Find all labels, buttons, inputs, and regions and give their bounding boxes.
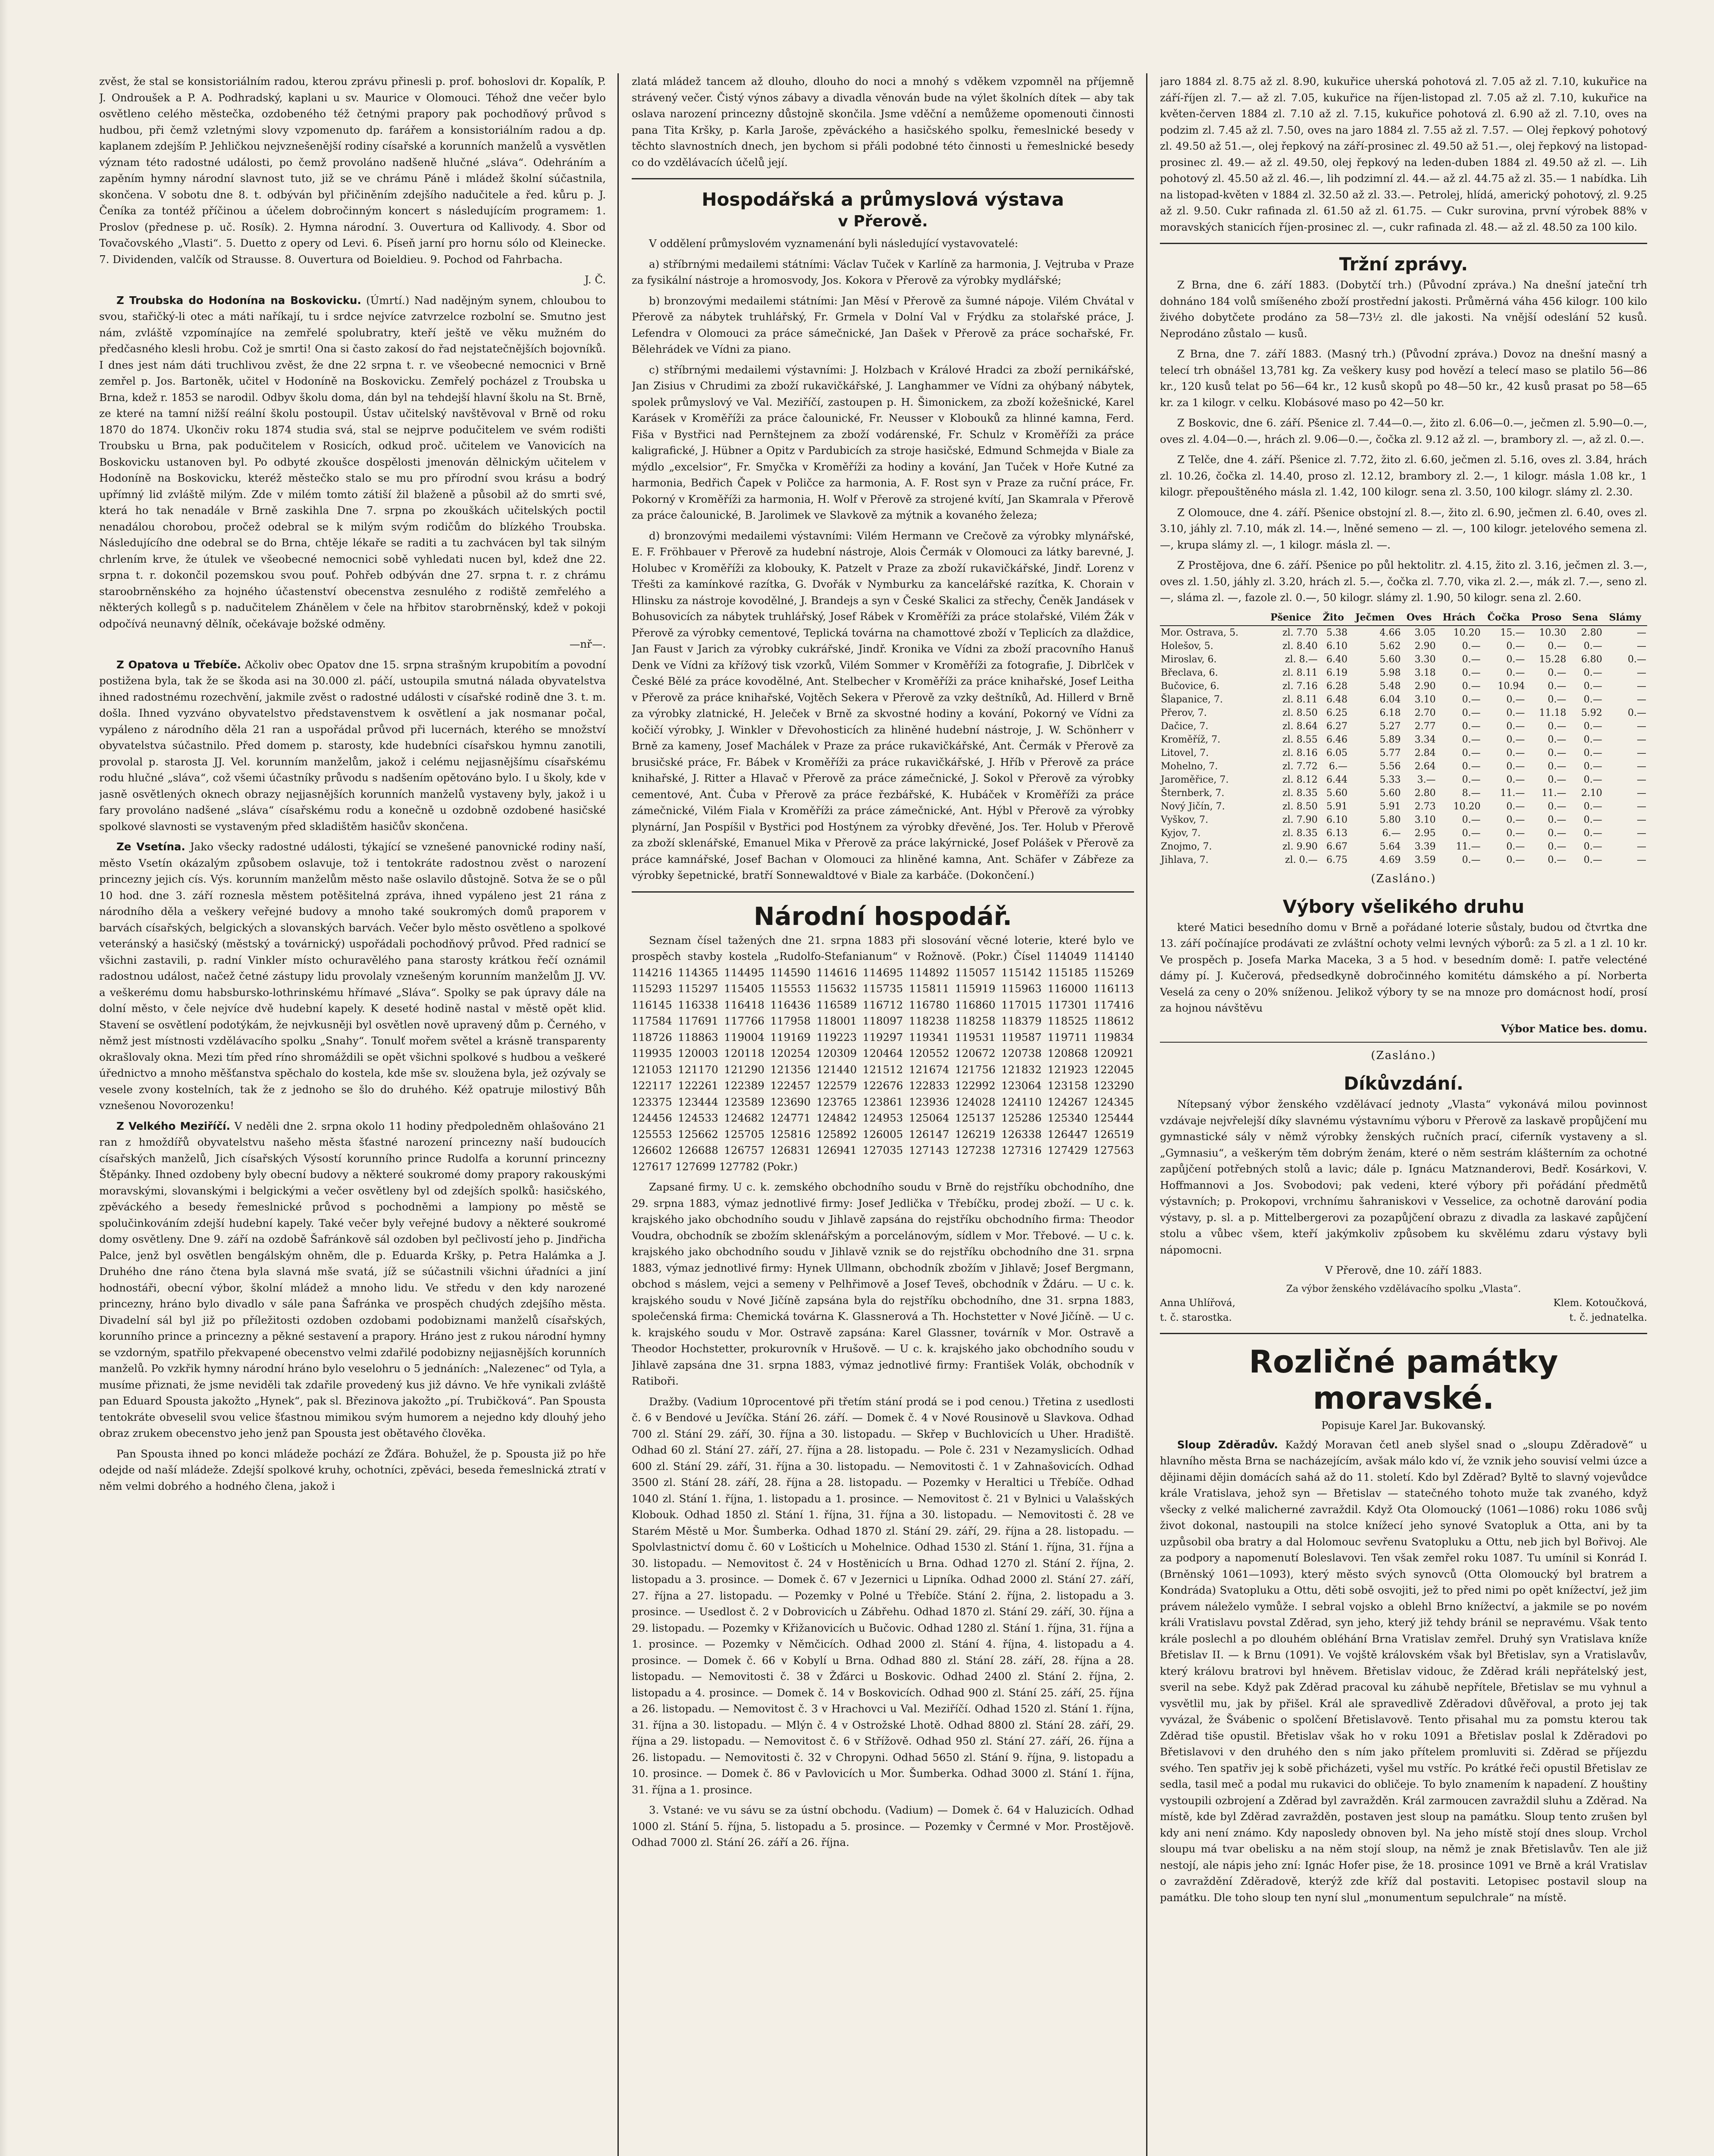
- table-cell: 0.—: [1462, 640, 1481, 652]
- table-row: [1160, 693, 1647, 706]
- table-body: [1160, 626, 1647, 867]
- table-cell: 6.80: [1581, 654, 1602, 665]
- table-cell: 0.—: [1462, 827, 1481, 839]
- table-header-cell: [1160, 610, 1263, 626]
- table-cell: zl. 8.11: [1282, 667, 1318, 678]
- table-header-cell: Slámy: [1603, 610, 1647, 626]
- table-cell: 5.91: [1326, 801, 1347, 812]
- table-cell: 6.10: [1326, 814, 1347, 825]
- table-header-cell: Hrách: [1437, 610, 1482, 626]
- article-text: Ačkoliv obec Opatov dne 15. srpna strašným krupobitím a povodní postižena byla, tak že se škoda asi na 30.000 zl. páčí, ustoupila smutná nálada obyvatelstva ihned radostnému rozechvění, jakmile zvěst o radostné události v císařské rodině dne 3. t. m. došla. Ihned vyzváno obyvatelstvo představenstvem k osvětlení a jak nosmanar počal, vypáleno z národního děla 21 ran a uspořádal průvod při lucernách, kterého se množství obyvatelstva súčastnilo. Před domem p. starosty, kde hudebníci císařskou hymnu zanotili, provolal p. starosta JJ. Vel. korunním manželům, jakož i celému nejjasnějšímu císařskému rodu hlučné „sláva“, což všemi účastníky průvodu s nadšením opětováno bylo. I u školy, kde v jasně osvětlených oknech obrazy nejjasnějších korunních manželů vystaveny byly, jakož i u fary provoláno nadšené „sláva“ císařskému rodu a konečně u ozdobně ozdobené hasičské spolkové slavnosti se vystaveným před skladištěm hasičův skončena.: [99, 658, 606, 833]
- table-cell: zl. 8.50: [1282, 707, 1318, 718]
- table-cell: —: [1637, 734, 1646, 745]
- table-cell: 0.—: [1462, 734, 1481, 745]
- table-cell: 3.30: [1414, 654, 1436, 665]
- table-header-cell: Proso: [1526, 610, 1567, 626]
- article-paragraph: jaro 1884 zl. 8.75 až zl. 8.90, kukuřice uherská pohotová zl. 7.05 až zl. 7.10, kukuřice na září-říjen zl. 7.— až zl. 7.05, kukuřice na říjen-listopad zl. 7.05 až zl. 7.10, kukuřice na květen-červen 1884 zl. 7.10 až zl. 7.15, kukuřice pohotová zl. 6.90 až zl. 7.10, oves na podzim zl. 7.45 až zl. 7.50, oves na jaro 1884 zl. 7.55 až zl. 7.57. — Olej řepkový pohotový zl. 49.50 až 51.—, olej řepkový na září-prosinec zl. 49.50 až 51.—, olej řepkový na listopad-prosinec zl. 49.— až zl. 49.50, olej řepkový na leden-duben 1884 zl. 49.50 až zl. —. Lih pohotový zl. 45.50 až zl. 46.—, lih podzimní zl. 44.— až zl. 44.75 až zl. 35.— 1 nabídka. Lih na listopad-květen v 1884 zl. 32.50 až zl. 33.—. Petrolej, hlídá, americký pohotový, zl. 9.25 až zl. 9.50. Cukr rafinada zl. 61.50 až zl. 61.75. — Cukr surovina, první výrobek 88% v moravských stanicích říjen-prosinec zl. —, cukr rafinada zl. 48.— až zl. 48.50 za 100 kilo.: [1160, 75, 1647, 233]
- table-cell: 5.48: [1379, 680, 1401, 692]
- table-cell: 6.—: [1382, 827, 1401, 839]
- page-shadow: [0, 0, 8, 2156]
- section-title-monuments: Rozličné památky moravské.: [1249, 1343, 1558, 1416]
- table-header-row: [1160, 610, 1647, 626]
- section-divider: [632, 891, 1134, 893]
- column-rule-left: [617, 73, 619, 2156]
- table-cell: 0.—: [1462, 747, 1481, 758]
- table-cell: —: [1637, 841, 1646, 852]
- article-heading: Z Opatova u Třebíče.: [116, 658, 241, 671]
- table-cell: 0.—: [1583, 761, 1602, 772]
- article-paragraph: c) stříbrnými medailemi výstavními: J. Holzbach v Králové Hradci za zboží pernikářské, Jan Zisius v Chrudimi za zboží rukavičkářské, J. Langhammer ve Vídni za ohýbaný nábytek, spolek průmyslový ve Val. Meziříčí, zastoupen p. H. Šimonickem, za zboží kožešnické, Karel Karásek v Kroměříži za práce čalounické, Fr. Neusser v Klobouků za hlinné kamna, Ferd. Fiša v Bystřici nad Pernštejnem za zboží vodárenské, Fr. Schulz v Kroměříži za práce kaligrafické, J. Hübner a Opitz v Pardubicích za stroje hasičské, Edmund Schmejda v Biale za mýdlo „excelsior“, Fr. Smyčka v Kroměříži za hodiny a kování, Jan Tuček v Hoře Kutné za harmonia, Bedřich Čapek v Poličce za harmonia, A. F. Rost syn v Praze za ruční práce, Fr. Pokorný v Kroměříži za harmonia, H. Wolf v Přerově za strojené kvítí, Jan Skamrala v Přerově za práce čalounické, B. Jarolimek ve Slavkově za mýtnik a kovaného železa;: [632, 363, 1134, 521]
- table-cell: 5.91: [1379, 801, 1401, 812]
- table-cell: 0.—: [1583, 721, 1602, 732]
- table-cell: 6.40: [1326, 654, 1347, 665]
- table-cell: zl. 8.11: [1282, 694, 1318, 705]
- article-opatov: [99, 657, 606, 835]
- column-rule-right: [1146, 73, 1147, 2156]
- table-cell: zl. 8.40: [1282, 640, 1318, 652]
- table-cell: 0.—: [1583, 801, 1602, 812]
- article-paragraph: d) bronzovými medailemi výstavními: Vilém Hermann ve Crečově za výrobky mlynářské, E. F. Fröhbauer v Přerově za hudební nástroje, Alois Čermák v Olomouci za látky barevné, J. Holubec v Kroměříži za klobouky, K. Patzelt v Praze za zboží rukavičkářské, Jindř. Lorenz v Třešti za kamínkové razítka, G. Dvořák v Nymburku za kancelářské razítka, K. Chorain v Hlinsku za nástroje kovodělné, J. Brandejs a syn v České Skalici za střechy, Čeněk Jandásek v Bohusovicích za nábytek truhlářský, Josef Rábek v Kroměříži za práce stolařské, Vilém Žák v Přerově za výrobky cementové, Teplická továrna na chamottové zboží v Teplicích za dlaždice, Jan Faust v Jarich za výrobky cukrářské, Jindř. Kronika ve Vídni za zboží pracovního Hanuš Denk ve Vídni za křížový tisk vzorků, Vilém Sommer v Kroměříži za fotografie, J. Dibrlček v České Bělé za práce kovodělné, Ant. Stelbecher v Kroměříži za práce knihařské, Josef Leitha v Přerově za práce knihařské, Vojtěch Sekera v Přerově za vzky deštníků, Ad. Hillerd v Brně za výrobky zlatnické, H. Jeleček v Brně za skvostné hodiny a kování, Pokorný ve Vídni za kočičí výrobky, J. Winkler v Dřevohosticích za hliněné hudební nástroje, J. W. Schönherr v Brně za kameny, Josef Machálek v Praze za práce rukavičkářské, Ant. Čermák v Přerově za brusičské práce, Fr. Bábek v Kroměříži za práce rukavičkářské, J. Hříb v Přerově za práce knihařské, J. Ritter a Hlavač v Přerově za práce zámečnické, J. Sokol v Přerově za výrobky cementové, Ant. Čuba v Přerově za práce řezbářské, K. Hubáček v Kroměříži za práce zámečnické, Vilém Fiala v Kroměříži za práce zámečnické, Ant. Hýbl v Přerově za výrobky plynární, Jan Pospíšil v Bystřici pod Hostýnem za výrobky dřevěné, Jos. Ter. Holub v Přerově za zboží sklenářské, Emanuel Mika v Přerově za práce lakýrnické, Josef Polášek v Přerově za práce kamnářské, Josef Bachan v Olomouci za hliněné kamna, Ant. Schäfer v Zábřeze za výrobky šepetnické, bratří Sonnewaldtové v Biale za karbáče. (Dokončení.): [632, 529, 1134, 881]
- table-row: [1160, 840, 1647, 853]
- table-cell: 3.—: [1417, 774, 1436, 785]
- table-cell: 6.44: [1326, 774, 1347, 785]
- table-row: [1160, 800, 1647, 813]
- table-cell: zl. 8.16: [1282, 747, 1318, 758]
- table-cell: 2.80: [1581, 627, 1602, 638]
- article-vsetin: [99, 839, 606, 1114]
- table-header-cell: Čočka: [1482, 610, 1526, 626]
- section-title-exhibition: Hospodářská a průmyslová výstava: [702, 189, 1064, 210]
- table-cell: —: [1637, 787, 1646, 799]
- table-cell: 0.—: [1462, 814, 1481, 825]
- table-cell: zl. 8.12: [1282, 774, 1318, 785]
- article-heading: Z Velkého Meziříčí.: [116, 1119, 230, 1132]
- table-cell: zl. 8.50: [1282, 801, 1318, 812]
- article-paragraph: které Matici besedního domu v Brně a pořádané loterie sůstaly, budou od čtvrtka dne 13. září počínajíce prodávati ze zvláštní ochoty velmi levných výborů: za 5 zl. a 1 zl. 10 kr. Ve prospěch p. Josefa Marka Maceka, 3 a 5 hod. v besedním domě: I. patře velecténé dámy pí. J. Kučerová, předsedkyně dobročinného komitétu dámského a pí. Norberta Veselá za ceny o 20% sníženou. Jelikož výbory ty se na mnoze pro domácnost hodí, prosí za hojnou návštěvu: [1160, 921, 1647, 1014]
- table-cell: 0.—: [1548, 721, 1567, 732]
- table-cell: —: [1637, 814, 1646, 825]
- table-cell: 0.—: [1506, 640, 1525, 652]
- table-cell: 0.—: [1548, 827, 1567, 839]
- table-cell: zl. 9.90: [1282, 841, 1318, 852]
- table-cell: 0.—: [1548, 841, 1567, 852]
- article-paragraph: zlatá mládež tancem až dlouho, dlouho do noci a mnohý s vděkem vzpomněl na příjemně strávený večer. Čistý výnos zábavy a divadla věnován bude na výlet školních dítek — aby tak oslava narození princezny důstojně skončila. Jsme vděční a nemůžeme opomenouti činnosti pana Tita Kršky, p. Karla Jaroše, zpěváckého a hasičského spolku, řemeslnické besedy v těchto slavnostních dnech, jen bychom si přáli podobné této činnosti u řemeslnické besedy co do vzdělávacích účelů její.: [632, 75, 1134, 169]
- table-cell: 11.—: [1542, 787, 1567, 799]
- table-cell: 0.—: [1583, 667, 1602, 678]
- table-cell: 0.—: [1506, 654, 1525, 665]
- table-row: [1160, 773, 1647, 787]
- sent-in-label: (Zasláno.): [1371, 1049, 1436, 1062]
- signature-row: [1160, 1296, 1647, 1310]
- table-cell: —: [1637, 640, 1646, 652]
- table-cell: 0.—: [1506, 801, 1525, 812]
- table-cell: —: [1637, 694, 1646, 705]
- table-cell: zl. 8.35: [1282, 787, 1318, 799]
- signature-left-role: t. č. starostka.: [1160, 1312, 1232, 1323]
- table-cell: Bučovice, 6.: [1161, 680, 1219, 692]
- table-cell: Mohelno, 7.: [1161, 761, 1218, 772]
- table-cell: zl. 8.—: [1285, 654, 1318, 665]
- table-cell: 0.—: [1548, 854, 1567, 865]
- table-header-cell: Pšenice: [1263, 610, 1318, 626]
- table-cell: 6.75: [1326, 854, 1347, 865]
- table-cell: 0.—: [1548, 667, 1567, 678]
- article-paragraph: Seznam čísel tažených dne 21. srpna 1883 při slosování věcné loterie, které bylo ve prospěch stavby kostela „Rudolfo-Stefanianum“ v Rožnově. (Pokr.) Čísel 114049 114140 114216 114365 114495 114590 114616 114695 114892 115057 115142 115185 115269 115293 115297 115405 115553 115632 115735 115811 115919 115963 116000 116113 116145 116338 116418 116436 116589 116712 116780 116860 117015 117301 117416 117584 117691 117766 117958 118001 118097 118238 118258 118379 118525 118612 118726 118863 119004 119169 119223 119297 119341 119531 119587 119711 119834 119935 120003 120118 120254 120309 120464 120552 120672 120738 120868 120921 121053 121170 121290 121356 121440 121512 121674 121756 121832 121923 122045 122117 122261 122389 122457 122579 122676 122833 122992 123064 123158 123290 123375 123444 123589 123690 123765 123861 123936 124028 124110 124267 124345 124456 124533 124682 124771 124842 124953 125064 125137 125286 125340 125444 125553 125662 125705 125816 125892 126005 126147 126219 126338 126447 126519 126602 126688 126757 126831 126941 127035 127143 127238 127316 127429 127563 127617 127699 127782 (Pokr.): [632, 934, 1134, 1173]
- table-cell: 0.—: [1548, 694, 1567, 705]
- table-cell: 0.—: [1506, 707, 1525, 718]
- table-cell: 5.38: [1326, 627, 1347, 638]
- table-cell: 10.30: [1539, 627, 1567, 638]
- table-cell: 0.—: [1583, 827, 1602, 839]
- article-text: V neděli dne 2. srpna okolo 11 hodiny předpoledněm ohlašováno 21 ran z hmoždířů obyvatelstvu našeho města šťastné narození princezny naší budoucích císařských manželů, Jich císařských Výsostí korunního prince Rudolfa a korunní princezny Štěpánky. Ihned ozdobeny byly obecní budovy a některé soukromé domy prapory rakouskými moravskými, slovanskými i belgickými a večer osvětleny byl od zdejších spolků: hasičského, zpěváckého a besedy řemeslnické průvod s pochodněmi a lampiony po městě se spolučinkováním zdejší hudební kapely. Také večer byly veřejné budovy a některé soukromé domy osvětleny. Dne 9. září na ozdobě Šafránkově sál ozdoben byl pečlivostí jeho p. Jindřicha Palce, jenž byl osvětlen bengálským ohněm, dle p. Eduarda Kršky, p. Petra Halámka a J. Druhého dne ráno čtena byla slavná mše svatá, jíž se súčastnili všichni úřadníci a jiní hodnostáři, obecní výbor, školní mládež a mnoho lidu. Ve středu v den kdy narozené princezny, hráno bylo divadlo v sále pana Šafránka ve prospěch chudých zdejšího města. Divadelní sál byl již po příležitosti ozdoben ozdobami podobiznami manželů císařských, korunního prince a princezny a pěkné sestavení a prapory. Hráno jest z rukou národní hymny se vzdorným, spatřilo překvapené obecenstvo velmi zdařilé podobizny nejjasnějších korunních manželů. Po vzkřik hymny národní hráno bylo veselohru o 5 jednáních: „Nalezenec“ od Tyla, a musíme přiznati, že jsme neviděli tak zdařile provedený kus již dávno. Ve hře vynikali zvláště pan Eduard Spousta jakožto „Hynek“, pak sl. Březinova jakožto „pí. Trubičková“. Pan Spousta tentokráte obveselil svou velice šťastnou mimikou svým humorem a nejedno kdy dlouhý jeho obraz zrukem obecenstvo jeho jenž pan Spousta jest obětavého člověka.: [99, 1119, 606, 1439]
- table-cell: 4.69: [1379, 854, 1401, 865]
- table-cell: 0.—: [1583, 734, 1602, 745]
- table-cell: —: [1637, 667, 1646, 678]
- section-divider: [1160, 1042, 1647, 1043]
- table-cell: 0.—: [1462, 854, 1481, 865]
- article-heading: Z Troubska do Hodonína na Boskovicku.: [116, 294, 361, 307]
- table-cell: zl. 8.64: [1282, 721, 1318, 732]
- article-paragraph: 3. Vstané: ve vu sávu se za ústní obchodu. (Vadium) — Domek č. 64 v Haluzicích. Odhad 1000 zl. Stání 5. října, 5. listopadu a 5. prosince. — Pozemky v Čermné v Mor. Prostějově. Odhad 7000 zl. Stání 26. září a 26. října.: [632, 1804, 1134, 1849]
- table-cell: 6.25: [1326, 707, 1347, 718]
- table-cell: 0.—: [1462, 667, 1481, 678]
- article-signature: —nř—.: [569, 638, 606, 650]
- table-cell: 3.10: [1414, 694, 1436, 705]
- table-cell: —: [1637, 801, 1646, 812]
- table-cell: 2.90: [1414, 640, 1436, 652]
- section-title-thanks: Díkůvzdání.: [1344, 1073, 1463, 1094]
- table-cell: 0.—: [1506, 774, 1525, 785]
- article-paragraph: Z Brna, dne 7. září 1883. (Masný trh.) (Původní zpráva.) Dovoz na dnešní masný a telecí trh obnášel 13,781 kg. Za veškery kusy pod hovězí a telecí maso se platilo 56—86 kr., 120 kusů telat po 56—64 kr., 12 kusů skopů po 48—50 kr., 42 kusů prasat po 58—65 kr. za 1 kilogr. v celku. Klobásové maso po 42—50 kr.: [1160, 348, 1647, 409]
- table-cell: Jaroměřice, 7.: [1161, 774, 1229, 785]
- table-cell: 5.60: [1379, 654, 1401, 665]
- table-cell: 0.—: [1506, 827, 1525, 839]
- table-cell: 0.—: [1583, 747, 1602, 758]
- section-divider: [1160, 1333, 1647, 1334]
- section-title-market: Tržní zprávy.: [1339, 254, 1468, 275]
- table-row: [1160, 680, 1647, 693]
- article-paragraph: Zapsané firmy. U c. k. zemského obchodního soudu v Brně do rejstříku obchodního, dne 29. srpna 1883, výmaz jednotlivé firmy: Josef Jedlička v Třebíčku, prodej zboží. — U c. k. krajského jako obchodního soudu v Jihlavě zapsána do rejstříku obchodního firma: Theodor Voudra, obchodník se zbožím sklenářským a porcelánovým, sídlem v Mor. Třebové. — U c. k. krajského jako obchodního soudu v Jihlavě vznik se do rejstříku obchodního dne 31. srpna 1883, výmaz jednotlivé firmy: Hynek Ullmann, obchodník zbožím v Jihlavě; Josef Bergmann, obchod s máslem, vejci a semeny v Pelhřimově a Josef Teveš, obchodník v Ždáru. — U c. k. krajského soudu v Nové Jičíně zapsána byla do rejstříku obchodního, dne 31. srpna 1883, společenská firma: Chemická továrna K. Glassnerová a Th. Hochstetter v Nové Jičíně. — U c. k. krajského soudu v Mor. Ostravě zapsána: Karel Glassner, továrník v Mor. Ostravě a Theodor Hochstetter, prokurovník v Hrušově. — U c. k. krajského jako obchodního soudu v Jihlavě zapsána dne 31. srpna 1883, výmaz jednotlivé firmy: František Volák, obchodník v Ratiboři.: [632, 1181, 1134, 1387]
- table-row: [1160, 639, 1647, 653]
- table-cell: —: [1637, 761, 1646, 772]
- section-divider: [1160, 243, 1647, 244]
- table-cell: 0.—: [1583, 841, 1602, 852]
- table-cell: Nový Jičín, 7.: [1161, 801, 1225, 812]
- column-middle: [632, 73, 1134, 2156]
- table-row: [1160, 626, 1647, 639]
- table-cell: —: [1637, 721, 1646, 732]
- table-cell: 6.48: [1326, 694, 1347, 705]
- table-cell: 15.28: [1539, 654, 1567, 665]
- table-cell: 0.—: [1462, 654, 1481, 665]
- table-cell: zl. 8.35: [1282, 827, 1318, 839]
- table-cell: 6.28: [1326, 680, 1347, 692]
- table-cell: 11.—: [1456, 841, 1481, 852]
- article-velke-mezirici: [99, 1118, 606, 1442]
- table-cell: Znojmo, 7.: [1161, 841, 1212, 852]
- article-paragraph: Z Prostějova, dne 6. září. Pšenice po půl hektolitr. zl. 4.15, žito zl. 3.16, ječmen zl. 3.—, oves zl. 1.50, jáhly zl. 3.20, hrách zl. 5.—, čočka zl. 7.70, vika zl. 2.—, mák zl. 7.—, seno zl. —, sláma zl. —, fazole zl. 0.—, 50 kilogr. slámy zl. 1.90, 50 kilogr. sena zl. 2.60.: [1160, 559, 1647, 604]
- table-row: [1160, 760, 1647, 773]
- table-cell: 5.77: [1379, 747, 1401, 758]
- table-cell: Břeclava, 6.: [1161, 667, 1218, 678]
- table-row: [1160, 787, 1647, 800]
- column-left: [99, 73, 606, 2156]
- table-cell: 2.80: [1414, 787, 1436, 799]
- table-cell: —: [1637, 827, 1646, 839]
- table-cell: —: [1637, 680, 1646, 692]
- table-cell: 0.—: [1506, 734, 1525, 745]
- table-cell: 0.—: [1583, 680, 1602, 692]
- table-cell: Holešov, 5.: [1161, 640, 1213, 652]
- table-cell: 5.64: [1379, 841, 1401, 852]
- table-cell: Dačice, 7.: [1161, 721, 1209, 732]
- table-cell: 0.—: [1548, 640, 1567, 652]
- table-cell: 0.—: [1583, 640, 1602, 652]
- table-cell: 2.64: [1414, 761, 1436, 772]
- article-paragraph: Z Boskovic, dne 6. září. Pšenice zl. 7.44—0.—, žito zl. 6.06—0.—, ječmen zl. 5.90—0.—, oves zl. 4.04—0.—, hrách zl. 9.06—0.—, čočka zl. 9.12 až zl. —, brambory zl. —, až zl. 0.—.: [1160, 417, 1647, 445]
- table-header-cell: Oves: [1402, 610, 1437, 626]
- signature-row: [1160, 1310, 1647, 1325]
- table-cell: Přerov, 7.: [1161, 707, 1207, 718]
- table-cell: 0.—: [1548, 774, 1567, 785]
- table-cell: 6.—: [1329, 761, 1347, 772]
- table-cell: 0.—: [1548, 814, 1567, 825]
- table-cell: 0.—: [1548, 761, 1567, 772]
- table-cell: zl. 7.70: [1282, 627, 1318, 638]
- signature-committee: Za výbor ženského vzdělávacího spolku „Vlasta“.: [1286, 1283, 1521, 1294]
- article-text: (Úmrtí.) Nad nadějným synem, chloubou to svou, stařičký-li otec a máti naříkají, tu i srdce nejvíce zatvrzelce rozbolní se. Smutno jest nám, zvláště vzpomínajíce na zemřelé spolubratry, kteří ještě ve věku mužném do předčasného klesli hrobu. Což je smrti! Ona si často zakosí do řad nejstatečnějších bojovníků. I dnes jest nám dáti truchlivou zvěst, že dne 22 srpna t. r. ve všeobecné nemocnici v Brně zemřel p. Jos. Bartoněk, učitel v Hodoníně na Boskovicku. Zemřelý pocházel z Troubska u Brna, kdež r. 1853 se narodil. Odbyv školu doma, dán byl na tehdejší hlavní školu na St. Brně, ze které na tamní nižší reální školu postoupil. Ústav učitelský navštěvoval v Brně od roku 1870 do 1874. Ukončiv roku 1874 studia svá, stal se nejprve podučitelem ve svém rodišti Troubsku u Brna, pak podučitelem v Rosicích, odkud proč. učitelem ve Vanovicích na Boskovicku ustanoven byl. Po odbyté zkoušce dospělosti jmenován dělnickým učitelem v Hodoníně na Boskovicku, kteréž městečko stalo se mu pro přírodní svou krásu a bodrý upřímný lid zvláště milým. Zde v milém tomto zátiší žil blaženě a působil až do smrti své, která ho tak nenadále v Brně zaskihla Dne 7. srpna po zkouškách učitelských poctil nenadálou chorobou, pročež odebral se k milým svým rodičům do blízkého Troubska. Následujícího dne odebral se do Brna, chtěje lékaře se raditi a tu zachvácen byl tak silným chrlením krve, že útulek ve všeobecné nemocnici sobě vyhledati nucen byl, kdež dne 22. srpna t. r. dokončil pozemskou svou pouť. Pohřeb odbýván dne 27. srpna t. r. z chrámu staroobrněnského za hojného účastenství obecenstva zesnulého z rodiště zemřelého a některých kollegů s p. nadučitelem Zhánělem v čele na hřbitov starobrněnský, kdež v pokoji odpočívá neunavný dělník, očekávaje božské odměny.: [99, 294, 606, 630]
- table-cell: Šternberk, 7.: [1161, 787, 1225, 799]
- table-row: [1160, 720, 1647, 733]
- table-cell: Vyškov, 7.: [1161, 814, 1209, 825]
- table-cell: 2.77: [1414, 721, 1436, 732]
- table-cell: 0.—: [1506, 761, 1525, 772]
- table-cell: 0.—: [1628, 654, 1646, 665]
- section-divider: [632, 178, 1134, 179]
- article-text: Každý Moravan četl aneb slyšel snad o „sloupu Zděradově“ u hlavního města Brna se nacházejícím, avšak málo kdo ví, že vznik jeho souvisí velmi úzce a dějinami dějin domácích sahá až do 11. století. Kdo byl Zděrad? Byltě to slavný vojevůdce krále Vratislava, jehož syn — Břetislav — statečného tohoto muže tak zvaného, když všecky z velké malicherné zavraždil. Když Ota Olomoucký (1061—1086) roku 1086 svůj život dokonal, nastoupili na stolce knížecí jeho synové Svatopluk a Otta, ani by ta uzpůsobil oba bratry a dal Holomouc sevřenu Svatopluku a Ottu, neb jich byl Bořivoj. Ale za podpory a napomenutí Boleslavovi. Ten však zemřel roku 1087. Tu umínil si Konrád I. (Brněnský 1061—1093), který město svých synovců (Otta Olomoucký byl bratrem a Kondráda) Svatopluku a Ottu, děti sobě osvojiti, jež to před nimi po opět knížectví, jež jim právem náleželo vymůže. I sebral vojsko a oblehl Brno knížectví, a jakmile se po novém králi Vratislavu povstal Zděrad, syn jeho, který již tehdy bránil se nepravému. Však tento krále poslechl a po dlouhém obléhání Brna Vratislav zemřel. Druhý syn Vratislava kníže Břetislav II. — k Brnu (1091). Ve vojště královském však byl Břetislav, syn a Vratislavův, který královu bratrovi byl hněvem. Břetislav vidouc, že Zděrad králi nepřátelský jest, sveril na sebe. Když pak Zděrad pracoval ku záhubě nepřítele, Břetislav se mu vyhnul a vysvětlil mu, jak by přišel. Král ale spravedlivě Zděradovi důvěřoval, a proto jej tak vyvázal, že Švábeniс o spolčení Břetislavově. Tento přisahal mu za pomstu kterou tak Zděrad tiše opustil. Břetislav však ho v roku 1091 a Břetislav poslal k Zděradovi po Břetislavovi v den druhého den s ním jako přítelem promluviti si. Zděrad se příjezdu svého. Ten spatřiv jej k sobě přicházeti, vyšel mu vstříc. Po krátké řeči opustil Břetislav ze sedla, tasil meč a podal mu rukavici do obličeje. To bylo znamením k napadení. Z houštiny vystoupili ozbrojení a Zděrad byl zavražděn. Král zarmoucen zavraždil sluhu a Zděrad. Na místě, kde byl Zděrad zavražděn, postaven jest sloup na památku. Sloup tento zrušen byl kdy ani není známo. Kdy naposledy obnoven byl. Na jeho místě stojí dnes sloup. Vrchol sloupu má tvar obelisku a na něm stojí sloup, na němž je znak Břetislavův. Ten ale již nestojí, ale nápis jeho zní: Ignác Hofer pise, že 18. prosince 1091 ve Brně a král Vratislav o zavraždění Zděradově, kterýž zde kříž dal postaviti. Letopisec postavil sloup na památku. Dle toho sloup ten nyní slul „monumentum sepulchrale“ na místě.: [1160, 1438, 1647, 1904]
- signature-right-name: Klem. Kotoučková,: [1553, 1297, 1647, 1309]
- table-cell: zl. 7.72: [1282, 761, 1318, 772]
- table-cell: 6.10: [1326, 640, 1347, 652]
- article-paragraph: Z Olomouce, dne 4. září. Pšenice obstojní zl. 8.—, žito zl. 6.90, ječmen zl. 6.40, oves zl. 3.10, jáhly zl. 7.10, mák zl. 14.—, lněné semeno — zl. —, 100 kilogr. jetelového semena zl. —, krupa slámy zl. —, 1 kilogr. másla zl. —.: [1160, 506, 1647, 551]
- table-row: [1160, 746, 1647, 760]
- table-cell: 3.34: [1414, 734, 1436, 745]
- table-cell: 0.—: [1506, 854, 1525, 865]
- table-cell: —: [1637, 854, 1646, 865]
- table-cell: 0.—: [1462, 680, 1481, 692]
- table-cell: 0.—: [1583, 854, 1602, 865]
- table-cell: zl. 8.55: [1282, 734, 1318, 745]
- table-cell: 4.66: [1379, 627, 1401, 638]
- article-paragraph: Z Telče, dne 4. září. Pšenice zl. 7.72, žito zl. 6.60, ječmen zl. 5.16, oves zl. 3.84, hrách zl. 10.26, čočka zl. 14.40, proso zl. 12.12, brambory zl. 2.—, 1 kilogr. másla 1.08 kr., 1 kilogr. přepouštěného másla zl. 1.42, 100 kilogr. sena zl. 3.50, 100 kilogr. slámy zl. 2.30.: [1160, 453, 1647, 498]
- table-cell: zl. 7.16: [1282, 680, 1318, 692]
- table-cell: Mor. Ostrava, 5.: [1161, 627, 1239, 638]
- table-cell: 5.27: [1379, 721, 1401, 732]
- table-cell: 3.05: [1414, 627, 1436, 638]
- table-cell: 6.13: [1326, 827, 1347, 839]
- sent-in-label: (Zasláno.): [1371, 872, 1436, 885]
- table-header-cell: Ječmen: [1348, 610, 1402, 626]
- article-signature: Výbor Matice bes. domu.: [1501, 1022, 1647, 1035]
- table-cell: 6.18: [1379, 707, 1401, 718]
- section-subtitle: v Přerově.: [838, 213, 928, 230]
- table-cell: 5.62: [1379, 640, 1401, 652]
- table-cell: 5.60: [1326, 787, 1347, 799]
- table-cell: 2.95: [1414, 827, 1436, 839]
- table-cell: 5.33: [1379, 774, 1401, 785]
- article-paragraph: a) stříbrnými medailemi státními: Václav Tuček v Karlíně za harmonia, J. Vejtruba v Praze za fysikální nástroje a hromosvody, Jos. Kokora v Přerově za výrobky mydlářské;: [632, 257, 1134, 286]
- article-paragraph: V oddělení průmyslovém vyznamenání byli následující vystavovatelé:: [649, 237, 1018, 250]
- table-cell: 2.10: [1581, 787, 1602, 799]
- table-cell: 0.—: [1506, 721, 1525, 732]
- section-title-economy: Národní hospodář.: [753, 901, 1012, 931]
- table-cell: 5.98: [1379, 667, 1401, 678]
- signature-right-role: t. č. jednatelka.: [1569, 1312, 1647, 1323]
- table-cell: —: [1637, 747, 1646, 758]
- place-date: V Přerově, dne 10. září 1883.: [1325, 1264, 1482, 1276]
- table-cell: 5.60: [1379, 787, 1401, 799]
- table-cell: zl. 7.90: [1282, 814, 1318, 825]
- table-row: [1160, 827, 1647, 840]
- table-cell: 5.92: [1581, 707, 1602, 718]
- table-cell: zl. 0.—: [1285, 854, 1318, 865]
- article-paragraph: Dražby. (Vadium 10procentové při třetím stání prodá se i pod cenou.) Třetina z usedlosti č. 6 v Bendové u Jevíčka. Stání 26. září. — Domek č. 4 v Nové Rousinově u Slavkova. Odhad 700 zl. Stání 29. září, 30. října a 30. listopadu. — Skřep v Buchlovicích u Uher. Hradiště. Odhad 60 zl. Stání 27. září, 27. října a 28. listopadu. — Pole č. 231 v Nezamyslicích. Odhad 600 zl. Stání 29. září, 31. října a 30. listopadu. — Nemovitosti č. 1 v Zahnašovicích. Odhad 3500 zl. Stání 28. září, 28. října a 28. listopadu. — Pozemky v Heraltici u Třebíče. Odhad 1040 zl. Stání 1. října, 1. listopadu a 1. prosince. — Nemovitost č. 21 v Bylnici u Valašských Klobouk. Odhad 1850 zl. Stání 1. října, 31. října a 30. listopadu. — Nemovitosti č. 28 ve Starém Městě u Mor. Šumberka. Odhad 1870 zl. Stání 29. září, 29. října a 28. listopadu. — Spolvlastnictví domu č. 60 v Lošticích u Mohelnice. Odhad 1530 zl. Stání 1. října, 31. října a 30. listopadu. — Nemovitost č. 24 v Hostěnicích u Brna. Odhad 1270 zl. Stání 2. října, 2. listopadu a 3. prosince. — Domek č. 67 v Jezernici u Lipníka. Odhad 2000 zl. Stání 27. září, 27. října a 27. listopadu. — Pozemky v Polné u Třebíče. Stání 2. října, 2. listopadu a 3. prosince. — Usedlost č. 2 v Dobrovicích u Zábřehu. Odhad 1870 zl. Stání 29. září, 30. října a 29. listopadu. — Pozemky v Křižanovicích u Bučovic. Odhad 1280 zl. Stání 1. října, 31. října a 1. prosince. — Pozemky v Němčicích. Odhad 2000 zl. Stání 4. října, 4. listopadu a 4. prosince. — Domek č. 66 v Kobylí u Brna. Odhad 880 zl. Stání 28. září, 28. října a 28. listopadu. — Nemovitosti č. 38 v Žďárci u Boskovic. Odhad 2400 zl. Stání 2. října, 2. listopadu a 4. prosince. — Domek č. 14 v Boskovicích. Odhad 900 zl. Stání 25. září, 25. října a 26. listopadu. — Nemovitost č. 3 v Hrachovci u Val. Meziříčí. Odhad 1520 zl. Stání 1. října, 31. října a 30. listopadu. — Mlýn č. 4 v Ostrožské Lhotě. Odhad 8800 zl. Stání 28. září, 29. října a 29. listopadu. — Nemovitost č. 6 v Střížově. Odhad 950 zl. Stání 27. září, 26. října a 26. listopadu. — Nemovitosti č. 32 v Chropyni. Odhad 5650 zl. Stání 9. října, 9. listopadu a 10. prosince. — Domek č. 86 v Pavlovicích u Mor. Šumberka. Odhad 3000 zl. Stání 1. října, 31. října a 1. prosince.: [632, 1395, 1134, 1796]
- grain-price-table: [1160, 610, 1647, 867]
- table-cell: 15.—: [1500, 627, 1525, 638]
- table-cell: Litovel, 7.: [1161, 747, 1209, 758]
- article-troubsko: [99, 292, 606, 632]
- table-cell: 10.20: [1453, 627, 1481, 638]
- table-cell: Šlapanice, 7.: [1161, 694, 1223, 705]
- table-cell: 0.—: [1628, 707, 1646, 718]
- table-cell: 0.—: [1548, 680, 1567, 692]
- table-cell: 3.10: [1414, 814, 1436, 825]
- table-cell: 3.59: [1414, 854, 1436, 865]
- table-cell: 5.89: [1379, 734, 1401, 745]
- table-cell: 0.—: [1462, 774, 1481, 785]
- table-cell: 2.70: [1414, 707, 1436, 718]
- table-cell: 2.84: [1414, 747, 1436, 758]
- article-byline: Popisuje Karel Jar. Bukovanský.: [1321, 1419, 1486, 1432]
- table-cell: 0.—: [1506, 747, 1525, 758]
- table-header-cell: Žito: [1319, 610, 1348, 626]
- table-cell: 6.04: [1379, 694, 1401, 705]
- table-cell: 5.80: [1379, 814, 1401, 825]
- table-cell: —: [1637, 774, 1646, 785]
- table-cell: 0.—: [1462, 707, 1481, 718]
- table-cell: 6.67: [1326, 841, 1347, 852]
- article-zderad-column: [1160, 1437, 1647, 1906]
- table-row: [1160, 733, 1647, 746]
- table-cell: 5.56: [1379, 761, 1401, 772]
- table-cell: 11.—: [1500, 787, 1525, 799]
- article-text: Jako všecky radostné události, týkající se vznešené panovnické rodiny naší, město Vsetín okázalým způsobem oslavuje, tož i tentokráte radostnou zvěst o narození princezny jejich cís. Výs. korunním manželům město naše oslavilo důstojně. Sotva že se o půl 10 hod. dne 3. září rozneslа městem potěšitelná zpráva, ihned vypáleno jest 21 rána z národního děla a veškery veřejné budovy a mnoho také soukromých domů praporem v barvách císařských, belgických a slovanských barvách. Večer bylo město osvětleno a spolkové veteránský a hasičský (městský a továrnický) uspořádali pochodňový průvod. Před radnicí se všichni zastavili, p. radní Vinkler místo ochuravělého pana starosty krátkou řečí oznámil radostnou událost, načež četné zástupy lidu provolaly vznešeným korunním manželům JJ. VV. a veškerému domu habsbursko-lothrinskému hřímavé „Sláva“. Spolky se pak úpravy dále na dolní město, v čele nejvíce dvě hudební kapely. K deseté hodině nastal v městě opět klid. Stavení se osvětlení podotýkám, že nejvkusněji byl osvětlen nově upravený dům p. Černého, v němž jest místnosti vzdělávacího spolku „Snahy“. Tonulť mořem světel a krásně transparenty okrašlovaly okna. Mezi tím před rínо shromáždili se opět všichni spolkové s hudbou a veškeré úřednictvo a mnoho měšťanstva spěchalo do kostela, kde mše sv. sloužena byla, jež ozývaly se vesele zvony kostelních, tak že z jednoho se šlo do druhého. Kéž opatruje milostivý Bůh vznešenou Novorozenku!: [99, 840, 606, 1112]
- table-cell: 10.20: [1453, 801, 1481, 812]
- table-row: [1160, 706, 1647, 720]
- table-cell: 0.—: [1583, 694, 1602, 705]
- table-cell: 0.—: [1548, 734, 1567, 745]
- article-paragraph: zvěst, že stal se konsistoriálním radou, kterou zprávu přinesli p. prof. bohoslovi dr. Kopalík, P. J. Ondroušek a P. A. Podhradský, kaplani u sv. Maurice v Olomouci. Téhož dne večer bylo osvětleno celého městečka, ozdobeného též četnými prapory pak pochodňový průvod s hudbou, při čemž vzletnými slovy vzpomenuto dp. farářem a konsistoriálním radou a dp. kaplanem zdejším P. Jehličkou nejvznešenější rodiny císařské a korunních manželů a vysvětlen význam této radostné události, po čemž provoláno nadšeně hlučné „sláva“. Odehráním a zapěním hymny národní slavnost tuto, již se ve chrámu Páně i mládež školní súčastnila, skončena. V sobotu dne 8. t. odbýván byl přičiněním zdejšího nadučitele a řed. kůru p. J. Čeníka za tontéž příčinou a účelem dobročinným koncert s následujícím programem: 1. Proslov (přednese p. uč. Rosík). 2. Hymna národní. 3. Ouvertura od Kallivody. 4. Sbor od Tovačovského „Vlasti“. 5. Duetto z opery od Levi. 6. Píseň jarní pro hornu sólo od Kleinecke. 7. Dividenden, valčík od Strausse. 8. Ouvertura od Boieldieu. 9. Pochod od Fahrbacha.: [99, 75, 606, 266]
- table-cell: 0.—: [1506, 841, 1525, 852]
- table-row: [1160, 813, 1647, 827]
- table-cell: 6.27: [1326, 721, 1347, 732]
- table-cell: 0.—: [1506, 814, 1525, 825]
- table-cell: 3.18: [1414, 667, 1436, 678]
- table-cell: —: [1637, 627, 1646, 638]
- column-right: [1160, 73, 1647, 2156]
- table-cell: 6.46: [1326, 734, 1347, 745]
- table-cell: 2.90: [1414, 680, 1436, 692]
- table-cell: Miroslav, 6.: [1161, 654, 1217, 665]
- table-cell: 0.—: [1506, 667, 1525, 678]
- table-cell: 2.73: [1414, 801, 1436, 812]
- table-cell: Kyjov, 7.: [1161, 827, 1201, 839]
- table-cell: 6.05: [1326, 747, 1347, 758]
- table-cell: 0.—: [1462, 694, 1481, 705]
- table-header-cell: Sena: [1567, 610, 1603, 626]
- article-paragraph: Z Brna, dne 6. září 1883. (Dobytčí trh.) (Původní zpráva.) Na dnešní jateční trh dohnáno 184 volů smíšeného zboží prostřední jakosti. Průměrná váha 456 kilogr. 100 kilo živého dobytčete prodáno za 58—73½ zl. dle jakosti. Na vnější odeslání 52 kusů. Neprodáno zůstalo — kusů.: [1160, 279, 1647, 340]
- article-heading: Sloup Zděradův.: [1177, 1438, 1278, 1451]
- table-cell: 0.—: [1583, 774, 1602, 785]
- section-title-lottery: Výbory všelikého druhu: [1282, 896, 1525, 917]
- table-cell: 3.39: [1414, 841, 1436, 852]
- table-cell: 0.—: [1583, 814, 1602, 825]
- table-cell: 0.—: [1462, 721, 1481, 732]
- table-cell: 0.—: [1548, 801, 1567, 812]
- article-signature: J. Č.: [584, 273, 606, 286]
- table-cell: 0.—: [1506, 694, 1525, 705]
- table-cell: Kroměříž, 7.: [1161, 734, 1221, 745]
- table-cell: 10.94: [1498, 680, 1525, 692]
- table-cell: Jihlava, 7.: [1161, 854, 1209, 865]
- signature-left-name: Anna Uhlířová,: [1160, 1297, 1236, 1309]
- table-cell: 11.18: [1539, 707, 1567, 718]
- table-row: [1160, 666, 1647, 680]
- table-row: [1160, 653, 1647, 666]
- article-paragraph: Nítepsaný výbor ženského vzdělávací jednoty „Vlasta“ vykonává milou povinnost vzdávaje nejvřelejší díky slavnému výstavnímu výboru v Přerově za laskavě propůjčení mu gymnastické sály v němž výrobky ženských ručních prací, ciferník vystaveny a sl. „Gymnasiu“, a veškerým těm dobrým ženám, které o něm sestrám klášterním za ochotné zapůjčení potřebných stolů a lavic; dále p. Ignácu Matznanderovi, Bedř. Kosárkovi, V. Hoffmannovi a Jos. Svobodovi; pak vedeni, které výbory při pořádání předmětů výstavních; p. Prokopovi, vrchnímu šahraniskovi v Vesselice, za ochotně darování podia výstavy, p. sl. a p. Mittelbergerovi za pozapůjčení obrazu z divadla za laskavé zapůjčení stolu a vůbec všem, kteří jakýmkoliv způsobem ku skvělému zdaru výstavy byli nápomocni.: [1160, 1098, 1647, 1256]
- article-paragraph: b) bronzovými medailemi státními: Jan Měsí v Přerově za šumné nápoje. Vilém Chvátal v Přerově za nábytek truhlářský, Fr. Grmela v Dolní Val v Frýdku za stolařské práce, J. Lefendra v Olomouci za práce sámečnické, Jan Dašek v Přerově za práce sochařské, Fr. Bělehrádek ve Vídni za piano.: [632, 294, 1134, 355]
- table-row: [1160, 853, 1647, 867]
- table-cell: 0.—: [1462, 761, 1481, 772]
- article-heading: Ze Vsetína.: [116, 840, 185, 853]
- table-cell: 0.—: [1548, 747, 1567, 758]
- table-cell: 8.—: [1462, 787, 1481, 799]
- table-cell: 6.19: [1326, 667, 1347, 678]
- article-paragraph: Pan Spousta ihned po konci mládeže pochází ze Žďára. Bohužel, že p. Spousta již po hře odejde od naší mládeže. Zdejší spolkové kruhy, ochotníci, zpěváci, beseda řemeslnická ztratí v něm velmi dobrého a hodného člena, jakož i: [99, 1447, 606, 1492]
